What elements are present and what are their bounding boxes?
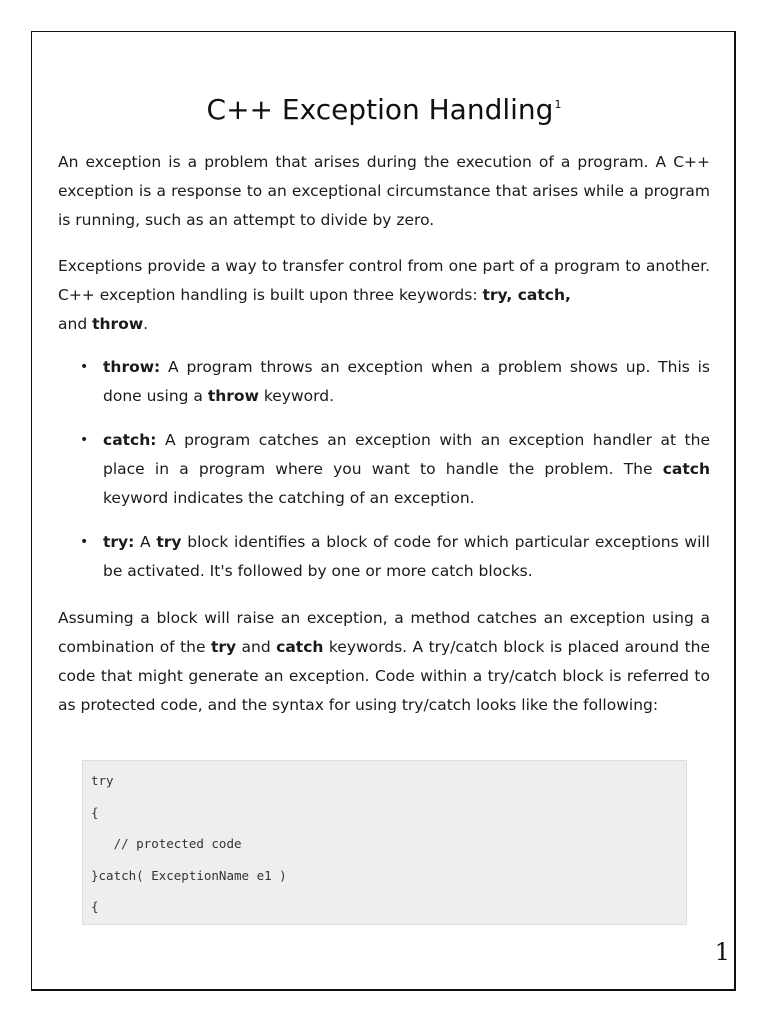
list-item-term: try: bbox=[103, 533, 135, 551]
keywords-list bbox=[58, 353, 710, 601]
keywords-throw: throw bbox=[92, 315, 144, 333]
try-catch-keyword-try: try bbox=[210, 638, 237, 656]
intro-paragraph: An exception is a problem that arises during the execution of a program. A C++ exception is a response to an exceptional circumstance that arises while a program is running, such as an attempt to divide by zero. bbox=[58, 153, 710, 229]
keywords-and: and bbox=[58, 315, 93, 333]
code-line: try bbox=[91, 773, 114, 788]
code-line: { bbox=[91, 899, 99, 914]
list-item-throw bbox=[58, 353, 710, 411]
try-catch-text: and bbox=[236, 638, 277, 656]
code-line: // protected code bbox=[91, 836, 242, 851]
list-item-bold: throw bbox=[207, 387, 259, 405]
keywords-period: . bbox=[143, 315, 149, 333]
page-title bbox=[0, 93, 768, 126]
try-catch-paragraph bbox=[58, 604, 710, 720]
list-item-text: block identifies a block of code for which particular exceptions will be activated. It's followed by one or more catch blocks. bbox=[103, 533, 710, 580]
list-item-catch bbox=[58, 426, 710, 513]
bullet-icon: • bbox=[80, 359, 89, 375]
bullet-icon: • bbox=[80, 534, 89, 550]
try-catch-text: Assuming a block will raise an exception, a method catches an exception using a combination of the bbox=[58, 609, 710, 656]
list-item-term: catch: bbox=[103, 431, 157, 449]
keywords-paragraph bbox=[58, 252, 710, 339]
list-item-text: keyword. bbox=[258, 387, 334, 405]
list-item-bold: try bbox=[156, 533, 182, 551]
list-item-try bbox=[58, 528, 710, 586]
list-item-text: A program throws an exception when a problem shows up. This is done using a bbox=[103, 358, 710, 405]
page-number: 1 bbox=[714, 938, 730, 966]
keywords-paragraph-text: Exceptions provide a way to transfer control from one part of a program to another. C++ exception handling is built upon three keywords: bbox=[58, 257, 710, 304]
title-text: C++ Exception Handling bbox=[206, 93, 554, 126]
bullet-icon: • bbox=[80, 432, 89, 448]
code-block bbox=[82, 760, 687, 925]
list-item-term: throw: bbox=[103, 358, 161, 376]
title-footnote-marker[interactable]: 1 bbox=[554, 98, 562, 111]
try-catch-keyword-catch: catch bbox=[276, 638, 324, 656]
list-item-text: A program catches an exception with an exception handler at the place in a program where you want to handle the problem. The bbox=[103, 431, 710, 478]
try-catch-text: keywords. A try/catch block is placed around the code that might generate an exception. Code within a try/catch block is referred to as protected code, and the syntax for using try/catch looks like the following: bbox=[58, 638, 711, 714]
list-item-text: keyword indicates the catching of an exception. bbox=[103, 489, 475, 507]
list-item-bold: catch bbox=[662, 460, 710, 478]
code-line: { bbox=[91, 804, 99, 820]
list-item-text: A bbox=[134, 533, 157, 551]
keywords-try-catch: try, catch, bbox=[482, 286, 571, 304]
code-line: }catch( ExceptionName e1 ) bbox=[91, 867, 287, 883]
